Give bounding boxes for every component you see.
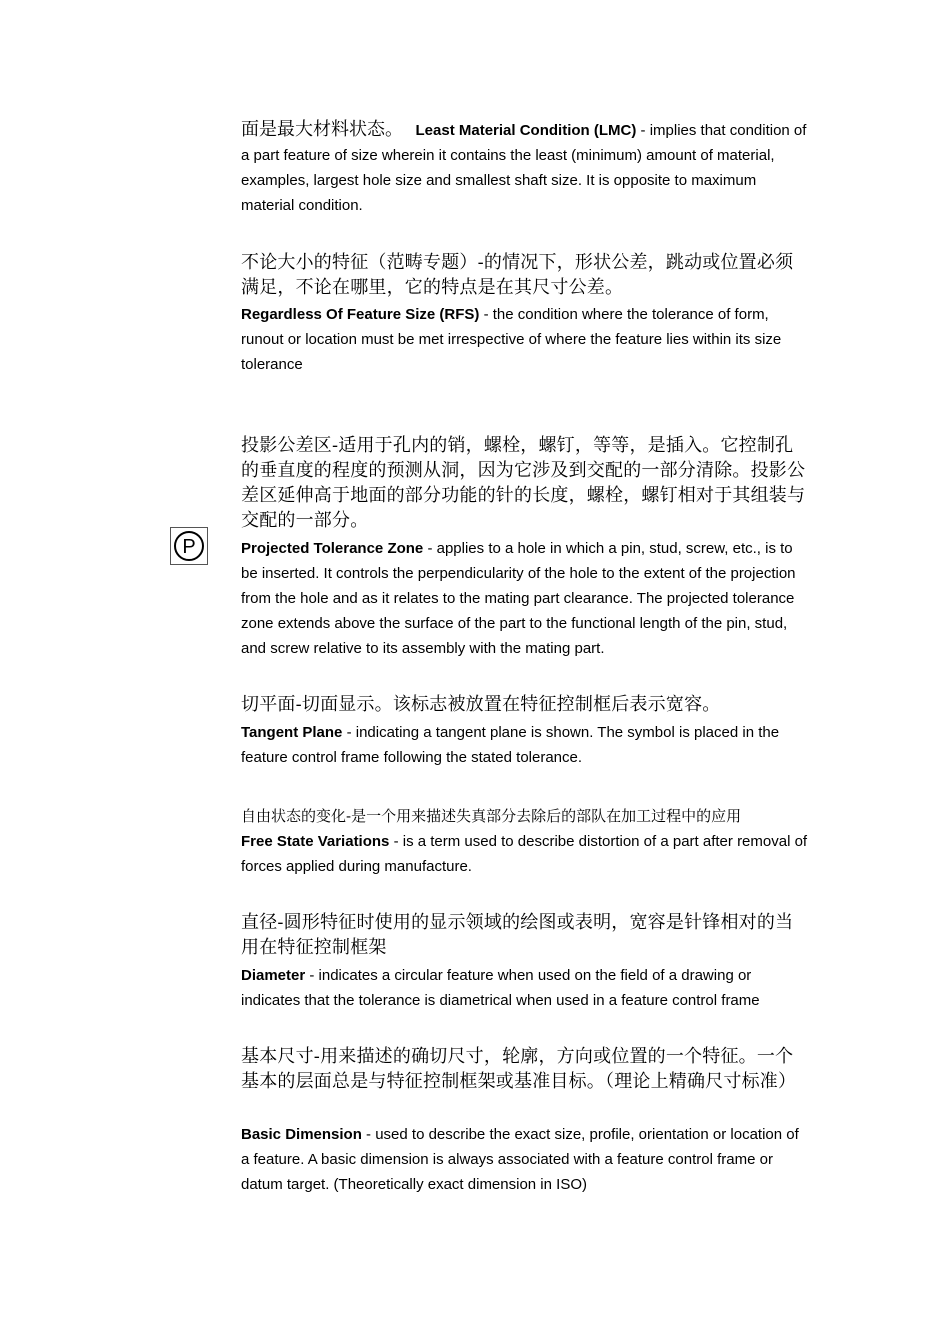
ptz-term: Projected Tolerance Zone: [241, 540, 424, 557]
free-state-chinese-text: 自由状态的变化-是一个用来描述失真部分去除后的部队在加工过程中的应用: [241, 807, 742, 825]
lmc-description: - implies that condition of a part feature of size wherein it contains the least (minimum) amount of material, examples, largest hole size and smallest shaft size. It is opposite to maximum material condition.: [241, 122, 807, 214]
ptz-section: [241, 536, 811, 661]
diameter-section: [241, 963, 811, 1013]
projected-tolerance-zone-icon: [172, 529, 206, 563]
diameter-chinese-text: 直径-圆形特征时使用的显示领域的绘图或表明，宽容是针锋相对的当用在特征控制框架: [241, 912, 794, 958]
ptz-chinese-text: 投影公差区-适用于孔内的销，螺栓，螺钉，等等，是插入。它控制孔的垂直度的程度的预测从洞，因为它涉及到交配的一部分清除。投影公差区延伸高于地面的部分功能的针的长度，螺栓，螺钉相对于其组装与交配的一部分。: [241, 435, 806, 531]
free-state-description: - is a term used to describe distortion of a part after removal of forces applied during manufacture.: [241, 833, 808, 875]
ptz-description: - applies to a hole in which a pin, stud, screw, etc., is to be inserted. It controls the perpendicularity of the hole to the extent of the projection from the hole and as it relates to the mating part clearance. The projected tolerance zone extends above the surface of the part to the functional length of the pin, stud, and screw relative to its assembly with the mating part.: [241, 540, 796, 657]
basic-section: [241, 1122, 811, 1197]
tangent-chinese-text: 切平面-切面显示。该标志被放置在特征控制框后表示宽容。: [241, 694, 721, 715]
rfs-section: [241, 302, 811, 377]
projected-tolerance-zone-letter: P: [182, 536, 196, 558]
free-state-term: Free State Variations: [241, 833, 390, 850]
tangent-description: - indicating a tangent plane is shown. The symbol is placed in the feature control frame following the stated tolerance.: [241, 724, 780, 766]
free-state-section: [241, 829, 811, 879]
basic-term: Basic Dimension: [241, 1126, 362, 1143]
diameter-term: Diameter: [241, 967, 306, 984]
projected-tolerance-zone-symbol: [170, 527, 208, 565]
tangent-term: Tangent Plane: [241, 724, 343, 741]
rfs-term: Regardless Of Feature Size (RFS): [241, 306, 480, 323]
rfs-description: - the condition where the tolerance of form, runout or location must be met irrespective of where the feature lies within its size tolerance: [241, 306, 782, 373]
lmc-chinese-text: 面是最大材料状态。: [241, 119, 403, 140]
rfs-chinese-text: 不论大小的特征（范畴专题）-的情况下，形状公差，跳动或位置必须满足，不论在哪里，它的特点是在其尺寸公差。: [241, 252, 794, 298]
tangent-section: [241, 720, 811, 770]
basic-chinese-text: 基本尺寸-用来描述的确切尺寸，轮廓，方向或位置的一个特征。一个基本的层面总是与特征控制框架或基准目标。（理论上精确尺寸标准）: [241, 1046, 797, 1092]
lmc-term: Least Material Condition (LMC): [415, 122, 637, 139]
basic-description: - used to describe the exact size, profile, orientation or location of a feature. A basic dimension is always associated with a feature control frame or datum target. (Theoretically exact dimension in ISO): [241, 1126, 799, 1193]
lmc-section: [241, 117, 811, 218]
diameter-description: - indicates a circular feature when used on the field of a drawing or indicates that the tolerance is diametrical when used in a feature control frame: [241, 967, 760, 1009]
